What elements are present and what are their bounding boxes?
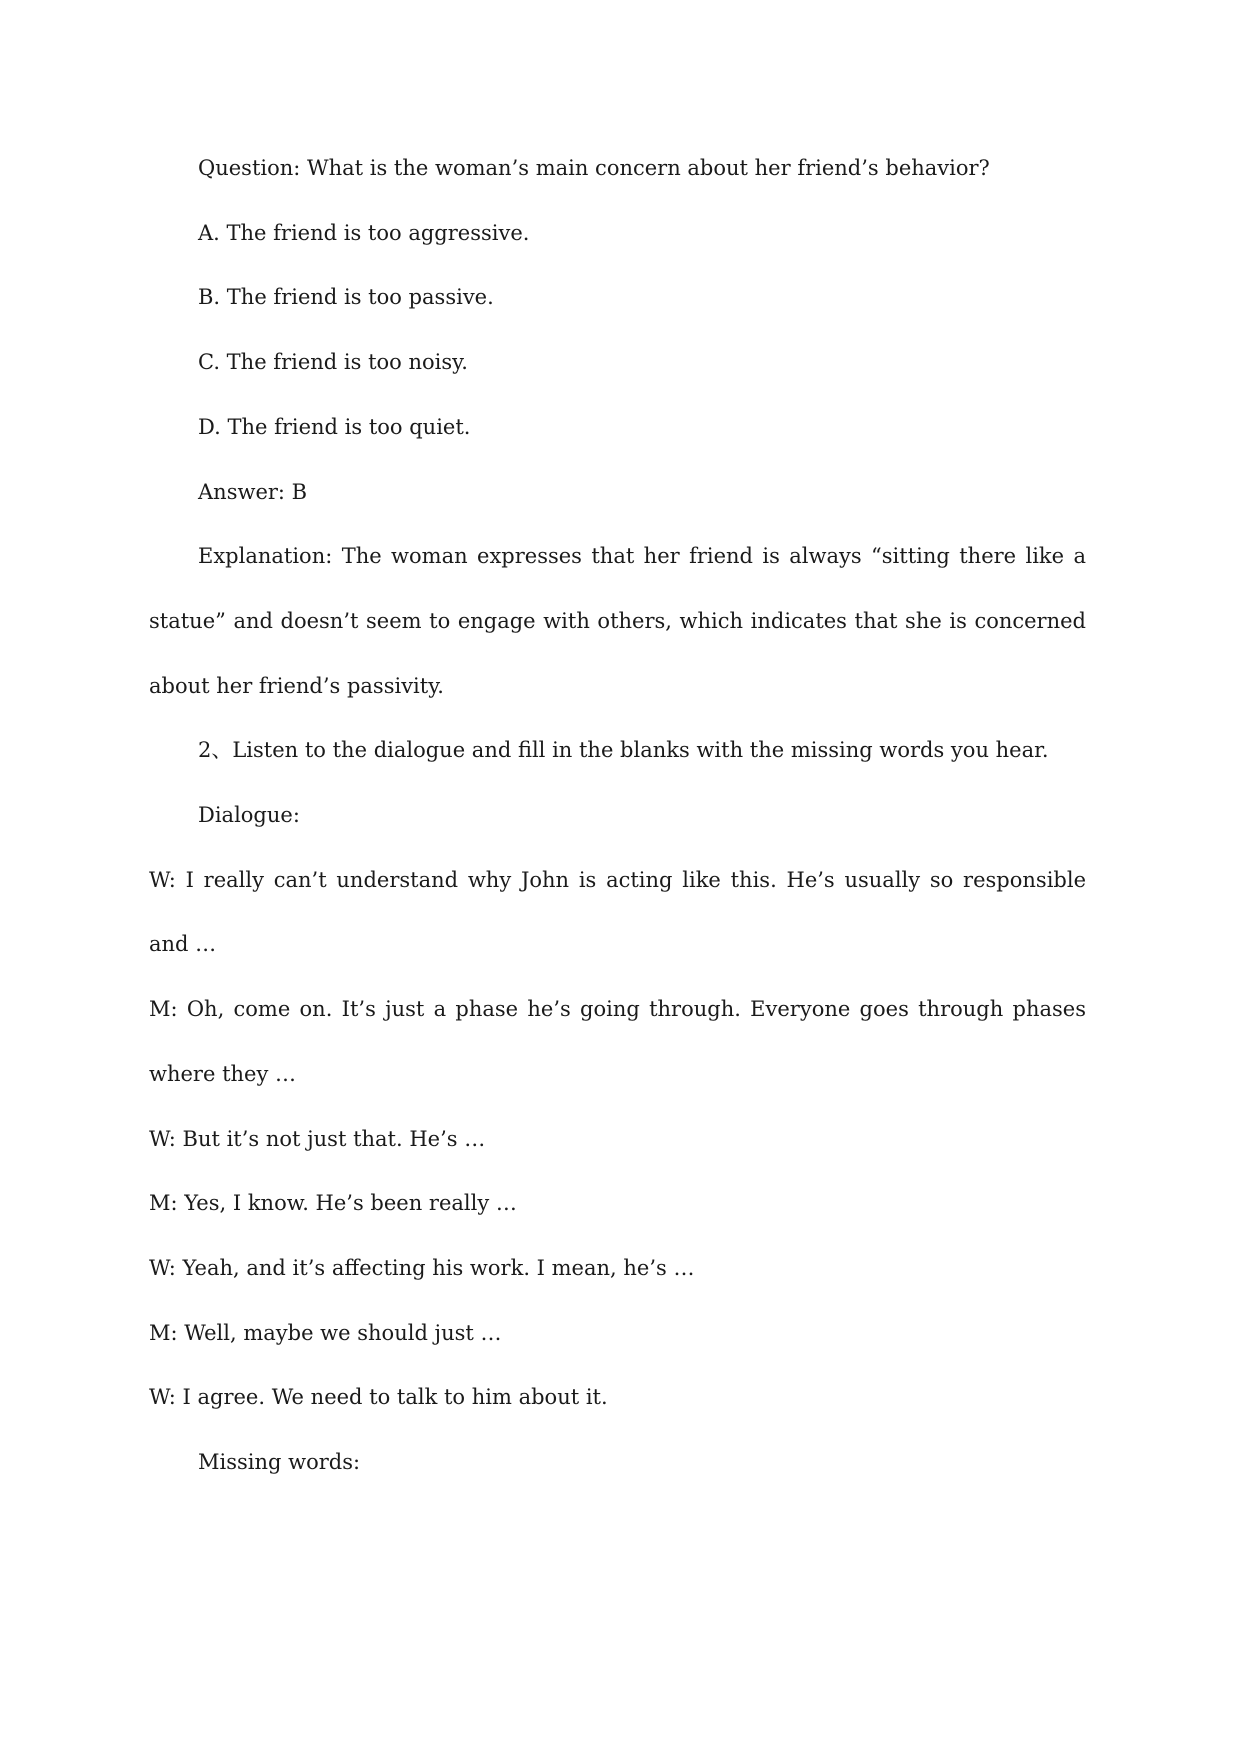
dialogue-line: W: I agree. We need to talk to him about it. bbox=[149, 1385, 608, 1410]
missing-words-label: Missing words: bbox=[198, 1450, 361, 1475]
question-prompt: Question: What is the woman’s main concern about her friend’s behavior? bbox=[198, 156, 990, 180]
dialogue-line: W: But it’s not just that. He’s … bbox=[149, 1126, 486, 1151]
document-body bbox=[149, 136, 1086, 1495]
dialogue-line: W: I really can’t understand why John is acting like this. He’s usually so responsible and … bbox=[149, 867, 1086, 957]
dialogue-label: Dialogue: bbox=[198, 803, 300, 828]
dialogue-line: W: Yeah, and it’s affecting his work. I mean, he’s … bbox=[149, 1255, 695, 1280]
option-b: B. The friend is too passive. bbox=[198, 285, 494, 310]
dialogue-line: M: Well, maybe we should just … bbox=[149, 1320, 502, 1345]
option-a: A. The friend is too aggressive. bbox=[198, 220, 530, 245]
section-2-instruction: 2、Listen to the dialogue and fill in the blanks with the missing words you hear. bbox=[198, 738, 1049, 763]
option-c: C. The friend is too noisy. bbox=[198, 350, 468, 375]
dialogue-line: M: Yes, I know. He’s been really … bbox=[149, 1191, 517, 1216]
answer-line: Answer: B bbox=[198, 479, 308, 504]
option-d: D. The friend is too quiet. bbox=[198, 414, 471, 439]
explanation-paragraph: Explanation: The woman expresses that her friend is always “sitting there like a statue” and doesn’t seem to engage with others, which indicates that she is concerned about her friend’s passivity. bbox=[149, 544, 1086, 698]
dialogue-line: M: Oh, come on. It’s just a phase he’s going through. Everyone goes through phases where they … bbox=[149, 997, 1086, 1086]
